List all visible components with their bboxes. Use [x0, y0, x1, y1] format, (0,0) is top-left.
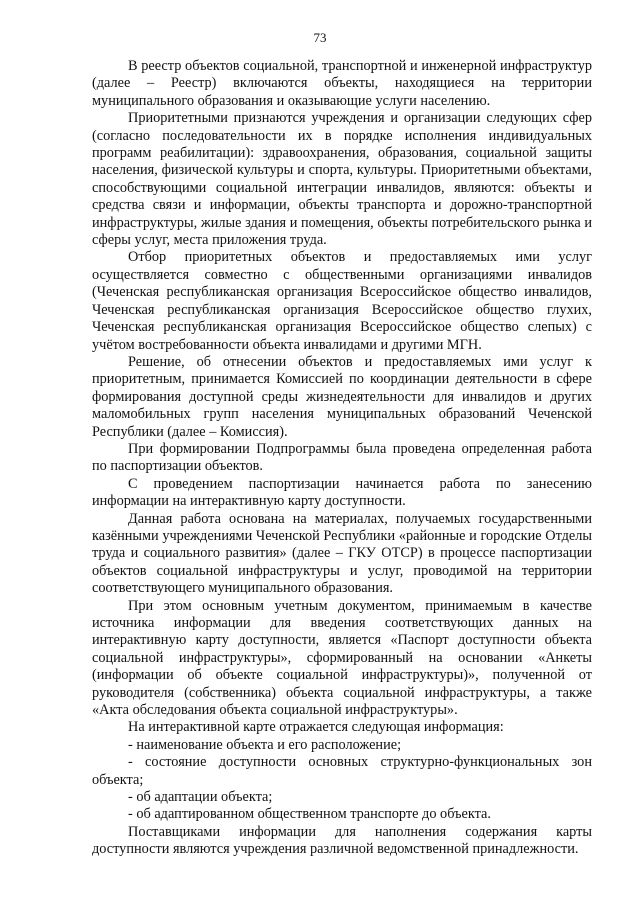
paragraph-selection: Отбор приоритетных объектов и предоставляемых ими услуг осуществляется совместно с общественными организациями инвалидов (Чеченская республиканская организация Всероссийское общество инвалидов, Чеченская республиканская организация Всероссийское общество глухих, Чеченская республиканская организация Всероссийское общество слепых) с учётом востребованности объекта инвалидами и другими МГН.: [92, 249, 592, 353]
paragraph-subprogram: При формировании Подпрограммы была проведена определенная работа по паспортизации объектов.: [92, 440, 592, 475]
paragraph-priority-spheres: Приоритетными признаются учреждения и организации следующих сфер (согласно последовательности их в порядке исполнения индивидуальных программ реабилитации): здравоохранения, образования, социальной защиты населения, физической культуры и спорта, культуры. Приоритетными объектами, способствующими социальной интеграции инвалидов, являются: объекты и средства связи и информации, объекты транспорта и дорожно-транспортной инфраструктуры, жилые здания и помещения, объекты потребительского рынка и сферы услуг, места приложения труда.: [92, 110, 592, 249]
paragraph-decision: Решение, об отнесении объектов и предоставляемых ими услуг к приоритетным, принимается Комиссией по координации деятельности в сфере формирования доступной среды жизнедеятельности для инвалидов и других маломобильных групп населения муниципальных образований Чеченской Республики (далее – Комиссия).: [92, 353, 592, 440]
list-item-transport: - об адаптированном общественном транспорте до объекта.: [128, 806, 491, 823]
list-item-object-name: - наименование объекта и его расположение;: [128, 736, 402, 753]
page-number: 73: [313, 30, 327, 45]
document-body: [92, 58, 592, 859]
paragraph-registry: В реестр объектов социальной, транспортной и инженерной инфраструктур (далее – Реестр) включаются объекты, находящиеся на территории муниципального образования и оказывающие услуги населению.: [92, 58, 592, 109]
list-item-accessibility-state: - состояние доступности основных структурно-функциональных зон объекта;: [92, 754, 592, 788]
paragraph-map-info-intro: На интерактивной карте отражается следующая информация:: [128, 719, 504, 736]
paragraph-passportization: С проведением паспортизации начинается работа по занесению информации на интерактивную карту доступности.: [92, 475, 592, 510]
paragraph-main-document: При этом основным учетным документом, принимаемым в качестве источника информации для введения соответствующих данных на интерактивную карту доступности, является «Паспорт доступности объекта социальной инфраструктуры», сформированный на основании «Анкеты (информации об объекте социальной инфраструктуры)», полученной от руководителя (собственника) объекта социальной инфраструктуры, а также «Акта обследования объекта социальной инфраструктуры».: [92, 597, 592, 719]
paragraph-info-providers: Поставщиками информации для наполнения содержания карты доступности являются учреждения различной ведомственной принадлежности.: [92, 823, 592, 858]
list-item-adaptation: - об адаптации объекта;: [128, 789, 273, 806]
paragraph-materials: Данная работа основана на материалах, получаемых государственными казёнными учреждениями Чеченской Республики «районные и городские Отделы труда и социального развития» (далее – ГКУ ОТСР) в процессе паспортизации объектов социальной инфраструктуры и услуг, проводимой на территории соответствующего муниципального образования.: [92, 510, 592, 597]
